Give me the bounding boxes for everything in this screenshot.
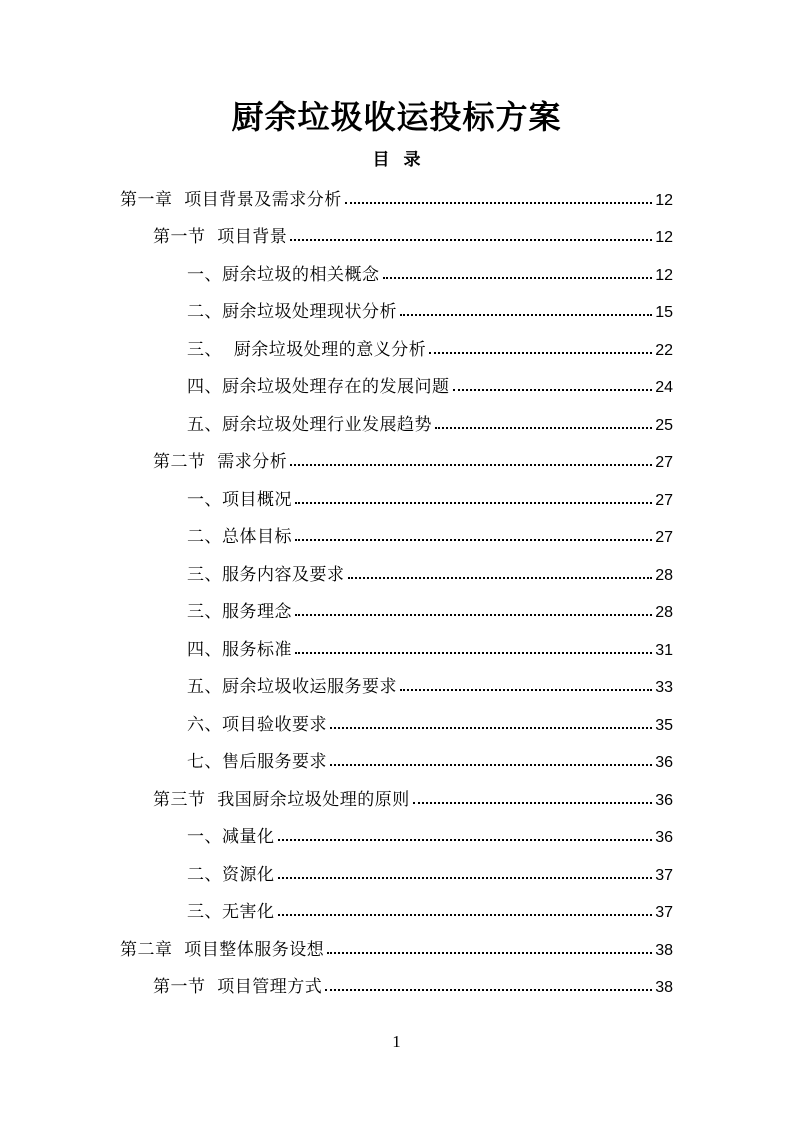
toc-entry-label: 第一节 项目管理方式 [153, 977, 323, 997]
toc-entry[interactable] [187, 367, 673, 397]
toc-leader-dots [453, 389, 653, 391]
toc-leader-dots [429, 352, 652, 354]
document-title: 厨余垃圾收运投标方案 [231, 98, 562, 136]
toc-entry[interactable] [187, 855, 673, 885]
toc-entry[interactable] [187, 480, 673, 510]
toc-entry-page: 12 [655, 229, 673, 246]
toc-entry[interactable] [187, 330, 673, 360]
toc-entry-page: 27 [655, 492, 673, 509]
toc-leader-dots [295, 502, 652, 504]
page-number: 1 [392, 1032, 401, 1051]
toc-entry-label: 二、总体目标 [187, 527, 292, 547]
toc-leader-dots [325, 989, 652, 991]
toc-leader-dots [295, 614, 652, 616]
toc-entry-label: 第二节 需求分析 [153, 452, 288, 472]
toc-entry-label: 第一章 项目背景及需求分析 [120, 190, 342, 210]
toc-leader-dots [278, 877, 653, 879]
toc-entry[interactable] [153, 967, 673, 997]
toc-leader-dots [383, 277, 653, 279]
toc-leader-dots [290, 239, 652, 241]
toc-leader-dots [435, 427, 652, 429]
toc-entry-label: 三、 厨余垃圾处理的意义分析 [187, 340, 427, 360]
toc-entry[interactable] [187, 292, 673, 322]
toc-leader-dots [400, 314, 652, 316]
toc-entry-label: 第三节 我国厨余垃圾处理的原则 [153, 790, 410, 810]
toc-leader-dots [330, 764, 652, 766]
toc-entry-label: 七、售后服务要求 [187, 752, 327, 772]
toc-entry[interactable] [187, 742, 673, 772]
toc-entry-page: 25 [655, 417, 673, 434]
toc-entry-page: 12 [655, 192, 673, 209]
toc-entry[interactable] [187, 517, 673, 547]
toc-leader-dots [278, 914, 653, 916]
toc-entry-label: 三、服务内容及要求 [187, 565, 345, 585]
toc-entry-label: 三、无害化 [187, 902, 275, 922]
toc-entry[interactable] [187, 555, 673, 585]
toc-entry-page: 33 [655, 679, 673, 696]
toc-entry-label: 二、资源化 [187, 865, 275, 885]
toc-entry-label: 二、厨余垃圾处理现状分析 [187, 302, 397, 322]
toc-entry-page: 36 [655, 754, 673, 771]
toc-entry-label: 四、服务标准 [187, 640, 292, 660]
toc-leader-dots [413, 802, 652, 804]
toc-entry-page: 38 [655, 942, 673, 959]
toc-leader-dots [295, 652, 652, 654]
toc-leader-dots [327, 952, 652, 954]
toc-entry[interactable] [120, 930, 673, 960]
toc-entry[interactable] [153, 217, 673, 247]
toc-entry-page: 36 [655, 792, 673, 809]
toc-leader-dots [295, 539, 652, 541]
toc-entry-label: 一、减量化 [187, 827, 275, 847]
toc-entry-page: 27 [655, 529, 673, 546]
toc-entry-label: 五、厨余垃圾收运服务要求 [187, 677, 397, 697]
toc-entry[interactable] [187, 255, 673, 285]
toc-entry-page: 12 [655, 267, 673, 284]
toc-entry-label: 三、服务理念 [187, 602, 292, 622]
toc-entry-page: 28 [655, 604, 673, 621]
toc-entry-label: 第一节 项目背景 [153, 227, 288, 247]
toc-entry[interactable] [187, 630, 673, 660]
toc-entry-page: 37 [655, 904, 673, 921]
toc-entry[interactable] [187, 592, 673, 622]
toc-entry-page: 27 [655, 454, 673, 471]
toc-entry-page: 31 [655, 642, 673, 659]
toc-entry-page: 24 [655, 379, 673, 396]
toc-entry-page: 22 [655, 342, 673, 359]
toc-leader-dots [278, 839, 653, 841]
toc-entry-label: 一、厨余垃圾的相关概念 [187, 265, 380, 285]
toc-entry-label: 六、项目验收要求 [187, 715, 327, 735]
toc-entry-page: 28 [655, 567, 673, 584]
toc-entry-page: 15 [655, 304, 673, 321]
toc-entry-label: 一、项目概况 [187, 490, 292, 510]
toc-leader-dots [348, 577, 653, 579]
toc-leader-dots [345, 202, 652, 204]
toc-entry[interactable] [187, 405, 673, 435]
toc-entry[interactable] [187, 667, 673, 697]
toc-heading: 目 录 [372, 150, 421, 170]
toc-entry[interactable] [153, 442, 673, 472]
toc-leader-dots [330, 727, 652, 729]
toc-entry[interactable] [153, 780, 673, 810]
toc-entry-label: 第二章 项目整体服务设想 [120, 940, 325, 960]
toc-entry-label: 五、厨余垃圾处理行业发展趋势 [187, 415, 432, 435]
toc-leader-dots [290, 464, 652, 466]
toc-entry[interactable] [187, 817, 673, 847]
toc-entry-label: 四、厨余垃圾处理存在的发展问题 [187, 377, 450, 397]
toc-entry-page: 38 [655, 979, 673, 996]
toc-entry[interactable] [187, 892, 673, 922]
toc-entry-page: 37 [655, 867, 673, 884]
toc-entry-page: 36 [655, 829, 673, 846]
toc-leader-dots [400, 689, 652, 691]
toc-entry[interactable] [120, 180, 673, 210]
toc-entry[interactable] [187, 705, 673, 735]
toc-entry-page: 35 [655, 717, 673, 734]
